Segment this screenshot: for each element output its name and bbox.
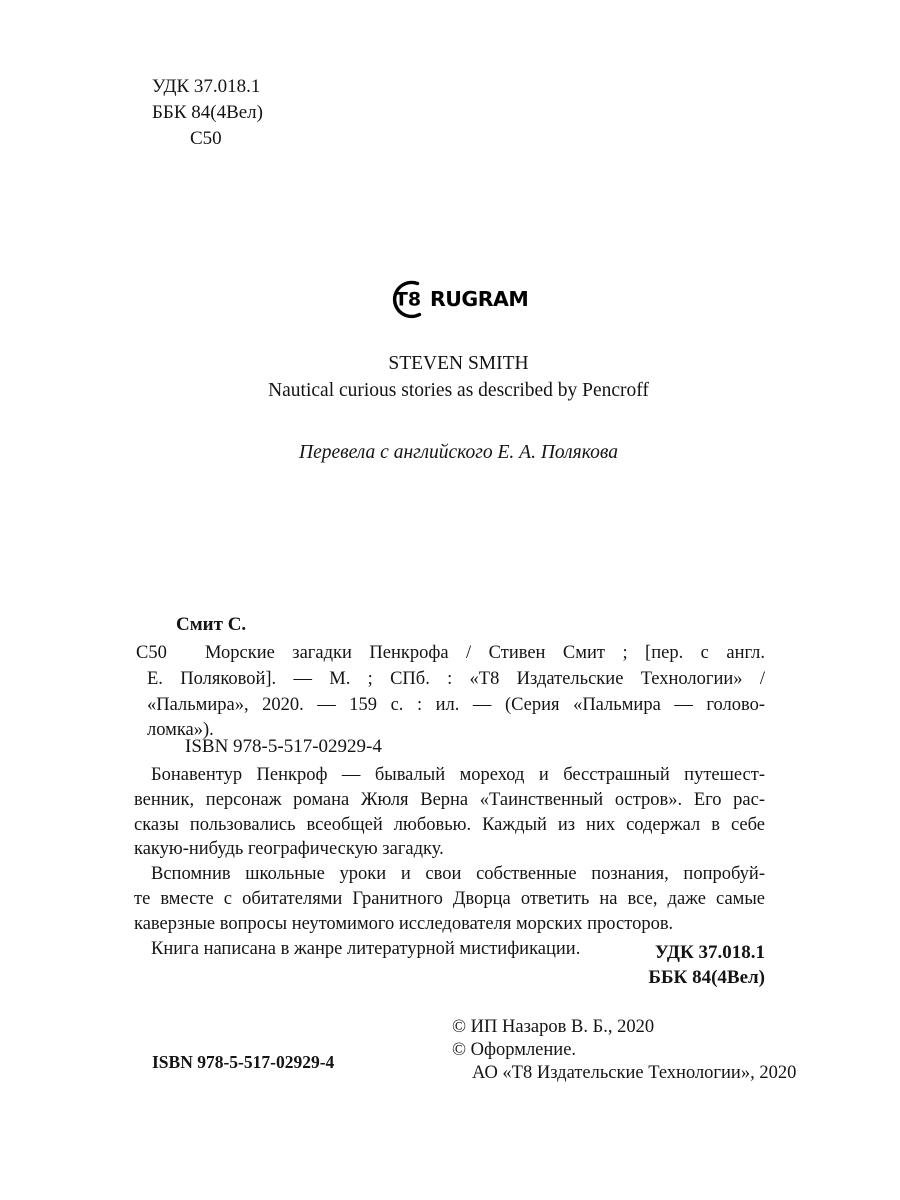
annotation-line: Книга написана в жанре литературной мистификации. <box>151 938 581 959</box>
udk-bbk-right-block <box>648 940 765 990</box>
isbn-number: ISBN 978-5-517-02929-4 <box>185 736 382 757</box>
bbk-line-bold: ББК 84(4Вел) <box>648 967 765 988</box>
author-code: С50 <box>190 128 222 149</box>
cataloguing-block <box>152 74 263 152</box>
book-title: Nautical curious stories as described by Pencroff <box>268 380 649 401</box>
copyright-holder: © ИП Назаров В. Б., 2020 <box>452 1017 655 1037</box>
bbk-line: ББК 84(4Вел) <box>152 102 263 123</box>
logo-rugram-text: RUGRAM <box>430 287 529 311</box>
copyright-block <box>452 1016 796 1084</box>
publisher-logo <box>388 276 530 322</box>
bibliographic-record <box>136 641 765 744</box>
biblio-line: ломка»). <box>147 720 214 741</box>
isbn-bottom: ISBN 978-5-517-02929-4 <box>152 1052 335 1072</box>
copyright-org: АО «Т8 Издательские Технологии», 2020 <box>472 1062 797 1083</box>
annotation-line: какую-нибудь географическую загадку. <box>134 839 444 860</box>
annotation-line: Вспомнив школьные уроки и свои собственные познания, попробуй- <box>151 864 765 885</box>
annotation-line: сказы пользовались всеобщей любовью. Каждый из них содержал в себе <box>134 814 765 835</box>
annotation-line: те вместе с обитателями Гранитного Дворца ответить на все, даже самые <box>134 888 765 909</box>
translator-credit: Перевела с английского Е. А. Полякова <box>299 442 618 463</box>
biblio-code-label: С50 <box>136 643 167 663</box>
book-author: STEVEN SMITH <box>388 353 529 374</box>
logo-t8-text: T8 <box>394 288 422 311</box>
title-block <box>152 350 765 404</box>
biblio-line: Морские загадки Пенкрофа / Стивен Смит ; [пер. с англ. <box>205 643 765 663</box>
biblio-line: Е. Поляковой]. — М. ; СПб. : «Т8 Издательские Технологии» / <box>147 668 765 689</box>
biblio-author-heading: Смит С. <box>176 614 247 635</box>
annotation-line: Бонавентур Пенкроф — бывалый мореход и бесстрашный путешест- <box>151 765 765 785</box>
copyright-design: © Оформление. <box>452 1039 577 1060</box>
annotation-line: венник, персонаж романа Жюля Верна «Таинственный остров». Его рас- <box>134 789 765 810</box>
biblio-line: «Пальмира», 2020. — 159 с. : ил. — (Серия «Пальмира — голово- <box>147 694 765 715</box>
udk-line-bold: УДК 37.018.1 <box>654 942 765 963</box>
annotation-line: каверзные вопросы неутомимого исследователя морских просторов. <box>134 913 674 934</box>
annotation-block <box>134 763 765 961</box>
udk-line: УДК 37.018.1 <box>152 76 261 97</box>
